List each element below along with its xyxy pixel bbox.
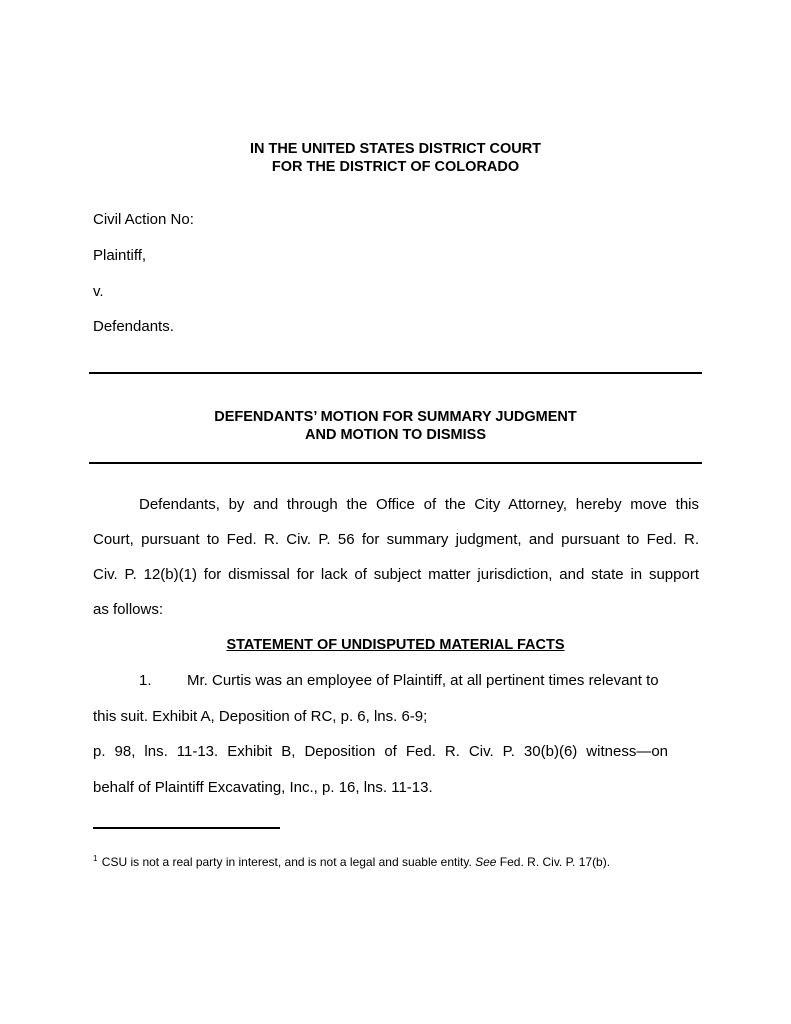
footnote-separator bbox=[93, 827, 280, 829]
footnote-see: See bbox=[475, 855, 497, 869]
defendants-label: Defendants. bbox=[93, 318, 174, 335]
plaintiff-label: Plaintiff, bbox=[93, 247, 147, 264]
fact-number: 1. bbox=[139, 672, 152, 689]
caption-divider-bottom bbox=[89, 462, 702, 464]
court-heading-line-1: IN THE UNITED STATES DISTRICT COURT bbox=[249, 141, 542, 157]
versus-label: v. bbox=[93, 283, 104, 300]
court-heading bbox=[0, 140, 791, 176]
intro-line-3: Civ. P. 12(b)(1) for dismissal for lack of subject matter jurisdiction, and state in support bbox=[93, 566, 699, 583]
motion-title bbox=[0, 408, 791, 444]
footnote-text-after: Fed. R. Civ. P. 17(b). bbox=[496, 855, 611, 869]
intro-line-2: Court, pursuant to Fed. R. Civ. P. 56 for summary judgment, and pursuant to Fed. R. bbox=[93, 531, 699, 548]
footnote bbox=[93, 851, 610, 870]
facts-heading: STATEMENT OF UNDISPUTED MATERIAL FACTS bbox=[226, 637, 565, 653]
civil-action-label: Civil Action No: bbox=[93, 211, 194, 228]
motion-title-line-2: AND MOTION TO DISMISS bbox=[305, 427, 486, 443]
court-heading-line-2: FOR THE DISTRICT OF COLORADO bbox=[271, 159, 520, 175]
footnote-marker: 1 bbox=[93, 854, 98, 863]
motion-title-line-1: DEFENDANTS’ MOTION FOR SUMMARY JUDGMENT bbox=[214, 409, 577, 425]
fact-1-line-1: Mr. Curtis was an employee of Plaintiff, at all pertinent times relevant to bbox=[187, 672, 659, 689]
fact-1-line-3: p. 98, lns. 11-13. Exhibit B, Deposition of Fed. R. Civ. P. 30(b)(6) witness—on bbox=[93, 743, 668, 760]
fact-1-line-2: this suit. Exhibit A, Deposition of RC, p. 6, lns. 6-9; bbox=[93, 708, 428, 725]
fact-1-line-4: behalf of Plaintiff Excavating, Inc., p. 16, lns. 11-13. bbox=[93, 779, 433, 796]
intro-line-4: as follows: bbox=[93, 601, 164, 618]
intro-line-1: Defendants, by and through the Office of the City Attorney, hereby move this bbox=[139, 496, 699, 513]
footnote-text-before: CSU is not a real party in interest, and is not a legal and suable entity. bbox=[98, 855, 476, 869]
caption-divider-top bbox=[89, 372, 702, 374]
